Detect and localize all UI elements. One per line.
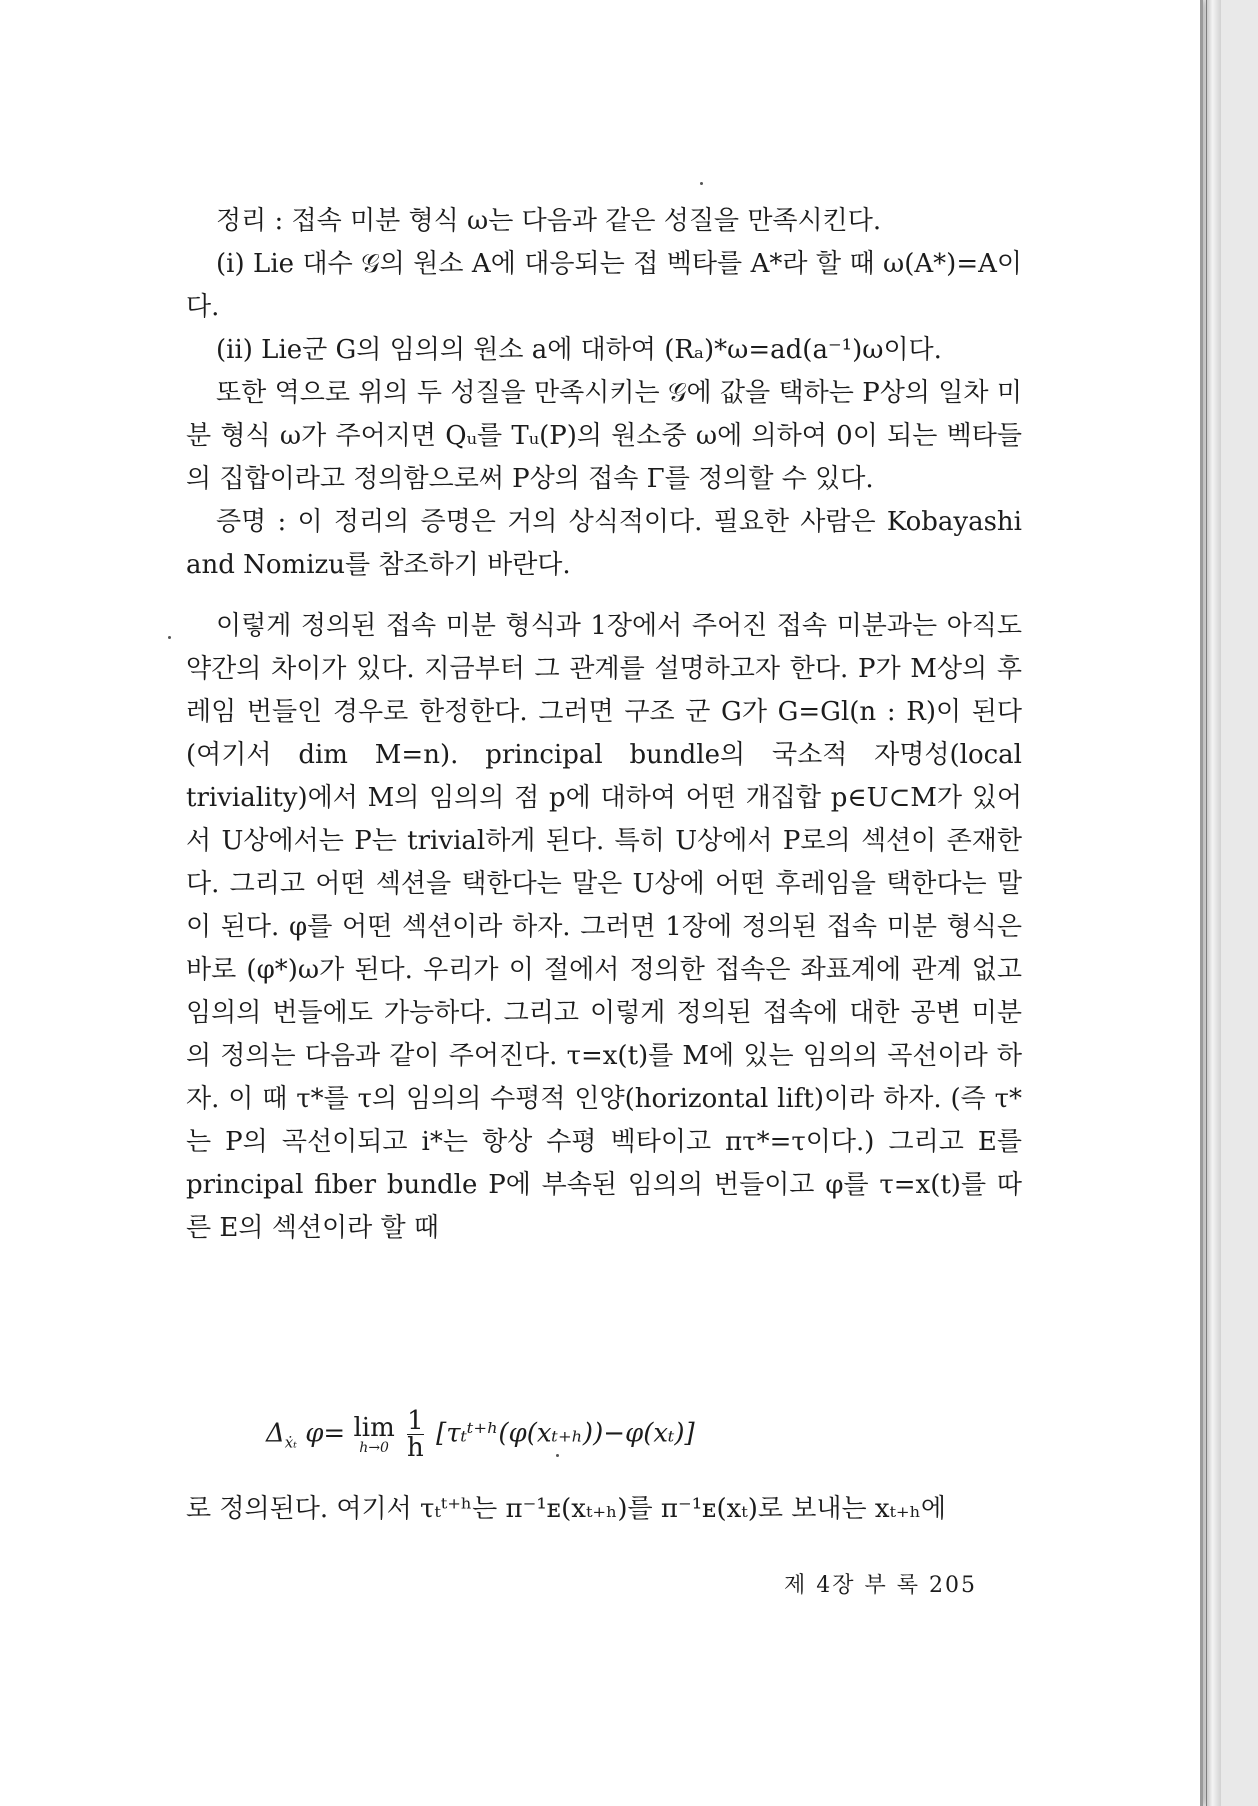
speck <box>168 636 171 639</box>
page-footer: 제 4장 부 록 205 <box>784 1573 977 1598</box>
speck <box>700 182 703 185</box>
body-text <box>186 200 1022 1250</box>
equation-lhs-rest: φ= <box>296 1418 346 1449</box>
equation-limit <box>353 1412 395 1456</box>
page-edge <box>1206 0 1221 1806</box>
theorem-item-2: (ii) Lie군 G의 임의의 원소 a에 대하여 (Rₐ)*ω=ad(a⁻¹)ω이다. <box>216 335 942 365</box>
equation-fraction <box>407 1408 424 1461</box>
discussion-paragraph: 이렇게 정의된 접속 미분 형식과 1장에서 주어진 접속 미분과는 아직도 약간의 차이가 있다. 지금부터 그 관계를 설명하고자 한다. P가 M상의 후레임 번들인 경우로 한정한다. 그러면 구조 군 G가 G=Gl(n : R)이 된다(여기서 dim M=n). principal bundle의 국소적 자명성(local triviality)에서 M의 임의의 점 p에 대하여 어떤 개집합 p∈U⊂M가 있어서 U상에서는 P는 trivial하게 된다. 특히 U상에서 P로의 섹션이 존재한다. 그리고 어떤 섹션을 택한다는 말은 U상에 어떤 후레임을 택한다는 말이 된다. φ를 어떤 섹션이라 하자. 그러면 1장에 정의된 접속 미분 형식은 바로 (φ*)ω가 된다. 우리가 이 절에서 정의한 접속은 좌표계에 관계 없고 임의의 번들에도 가능하다. 그리고 이렇게 정의된 접속에 대한 공변 미분의 정의는 다음과 같이 주어진다. τ=x(t)를 M에 있는 임의의 곡선이라 하자. 이 때 τ*를 τ의 임의의 수평적 인양(horizontal lift)이라 하자. (즉 τ*는 P의 곡선이되고 i*는 항상 수평 벡타이고 πτ*=τ이다.) 그리고 E를 principal fiber bundle P에 부속된 임의의 번들이고 φ를 τ=x(t)를 따른 E의 섹션이라 할 때 <box>186 611 1022 1243</box>
equation-fraction-denominator: h <box>407 1433 424 1463</box>
covariant-derivative-equation <box>266 1408 695 1461</box>
equation-limit-word: lim <box>353 1412 395 1443</box>
equation-lhs: Δ <box>266 1418 285 1449</box>
theorem-statement: 정리 : 접속 미분 형식 ω는 다음과 같은 성질을 만족시킨다. <box>216 206 882 236</box>
after-equation-text: 로 정의된다. 여기서 τₜᵗ⁺ʰ는 π⁻¹ᴇ(xₜ₊ₕ)를 π⁻¹ᴇ(xₜ)로 보내는 xₜ₊ₕ에 <box>186 1494 947 1524</box>
equation-limit-sub: h→0 <box>359 1439 389 1456</box>
equation-fraction-numerator: 1 <box>407 1406 424 1436</box>
equation-body: [τₜᵗ⁺ʰ(φ(xₜ₊ₕ))−φ(xₜ)] <box>436 1418 695 1449</box>
equation-lhs-sub: ẋₜ <box>284 1433 297 1452</box>
theorem-converse: 또한 역으로 위의 두 성질을 만족시키는 𝒢에 값을 택하는 P상의 일차 미분 형식 ω가 주어지면 Qᵤ를 Tᵤ(P)의 원소중 ω에 의하여 0이 되는 벡타들의 집합이라고 정의함으로써 P상의 접속 Γ를 정의할 수 있다. <box>186 378 1022 494</box>
theorem-item-1: (i) Lie 대수 𝒢의 원소 A에 대응되는 접 벡타를 A*라 할 때 ω(A*)=A이다. <box>186 249 1022 322</box>
proof-paragraph: 증명 : 이 정리의 증명은 거의 상식적이다. 필요한 사람은 Kobayashi and Nomizu를 참조하기 바란다. <box>186 507 1022 580</box>
